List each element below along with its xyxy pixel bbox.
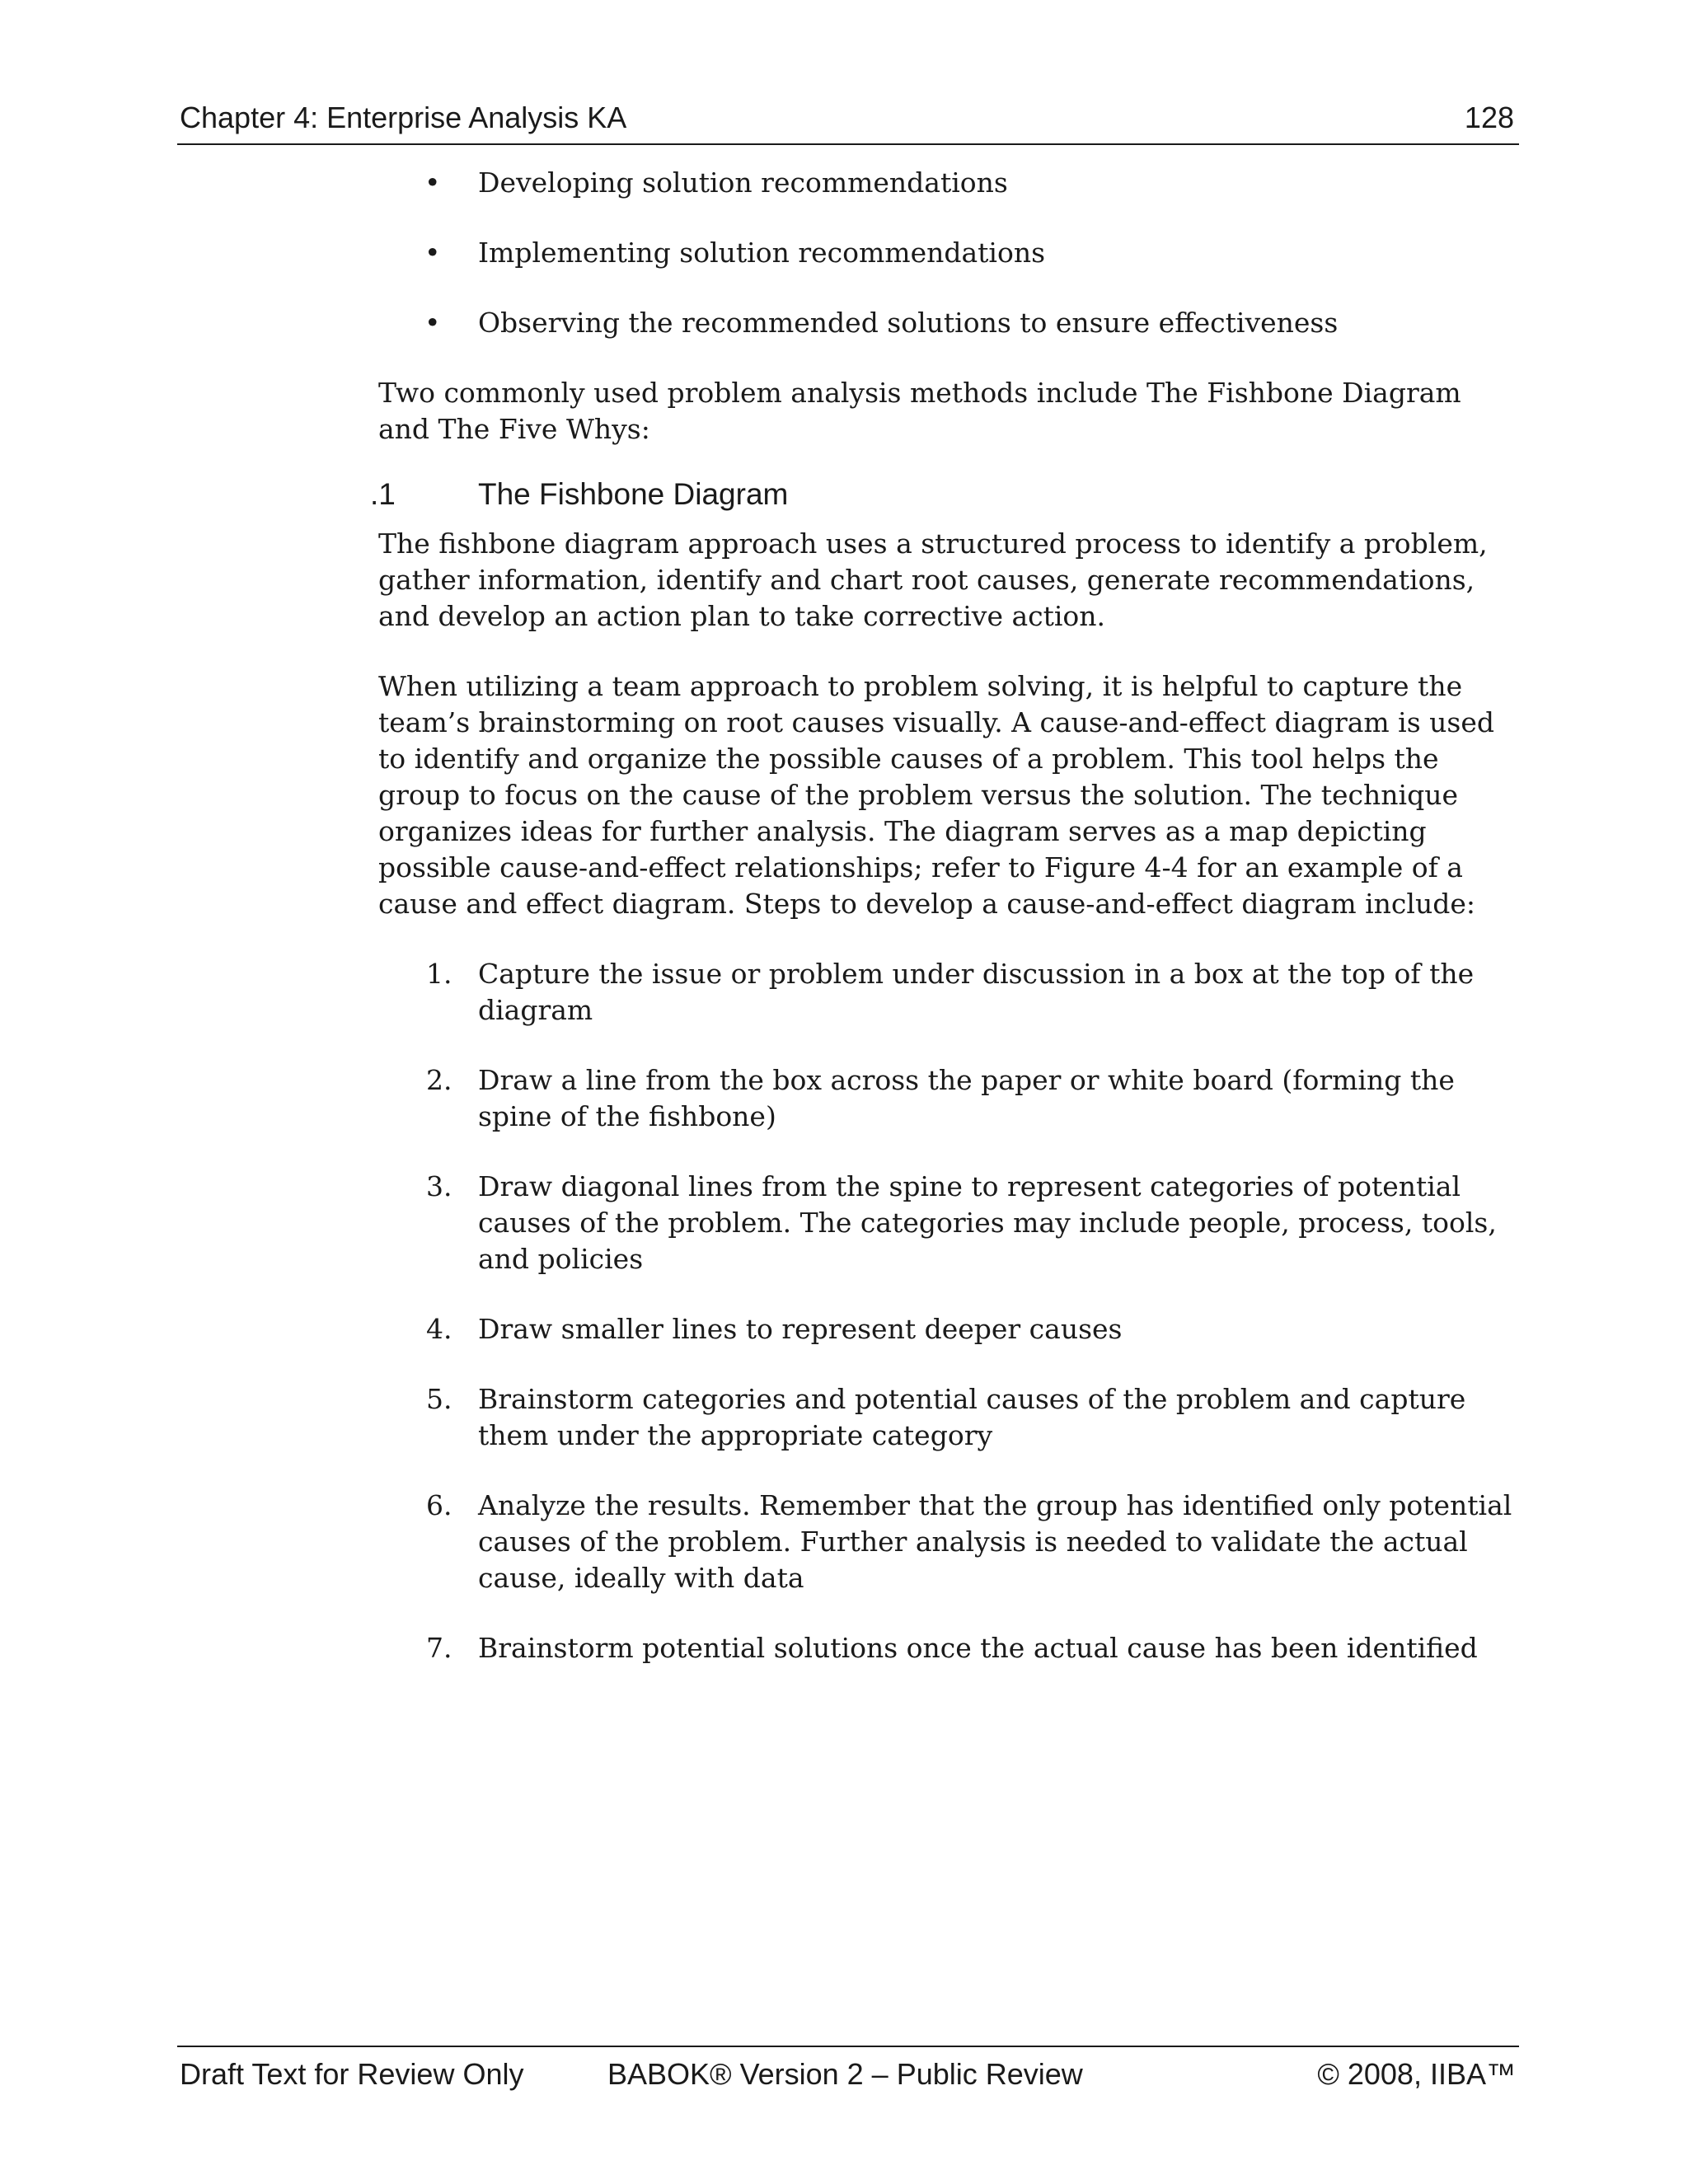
step-text: Draw a line from the box across the paper or white board (forming the spine of the fishbone) [478,1064,1455,1132]
section-number: .1 [370,477,396,511]
list-item [378,1311,1516,1347]
section-heading [370,476,1516,523]
list-item-text: Developing solution recommendations [478,166,1008,199]
footer-copyright: © 2008, IIBA™ [1317,2057,1516,2091]
body-paragraph: When utilizing a team approach to problem solving, it is helpful to capture the team’s brainstorming on root causes visually. A cause-and-effect diagram is used to identify and organize the possible causes of a problem. This tool helps the group to focus on the cause of the problem versus the solution. The technique organizes ideas for further analysis. The diagram serves as a map depicting possible cause-and-effect relationships; refer to Figure 4-4 for an example of a cause and effect diagram. Steps to develop a cause-and-effect diagram include: [378,670,1494,920]
list-item [378,1169,1516,1277]
footer-version: BABOK® Version 2 – Public Review [607,2057,1083,2091]
step-text: Capture the issue or problem under discussion in a box at the top of the diagram [478,958,1475,1026]
list-item [378,1488,1516,1596]
section-title: The Fishbone Diagram [478,477,789,511]
step-text: Draw smaller lines to represent deeper causes [478,1313,1123,1345]
step-number: 1. [426,958,452,990]
list-item-text: Observing the recommended solutions to ensure effectiveness [478,307,1339,339]
steps-list [378,956,1516,1666]
page-body [370,165,1516,1700]
bullet-list [378,165,1516,341]
step-text: Draw diagonal lines from the spine to represent categories of potential causes of the problem. The categories may include people, process, tools, and policies [478,1170,1497,1275]
list-item [378,1630,1516,1666]
step-number: 3. [426,1170,452,1202]
page-number: 128 [1464,101,1514,134]
step-text: Brainstorm potential solutions once the actual cause has been identified [478,1632,1478,1664]
intro-paragraph: Two commonly used problem analysis methods include The Fishbone Diagram and The Five Whys: [378,377,1461,445]
bullet-icon: • [424,166,441,199]
step-text: Brainstorm categories and potential causes of the problem and capture them under the appropriate category [478,1383,1466,1451]
body-paragraph: The fishbone diagram approach uses a structured process to identify a problem, gather information, identify and chart root causes, generate recommendations, and develop an action plan to take corrective action. [378,527,1488,632]
step-number: 5. [426,1383,452,1415]
list-item [378,1381,1516,1454]
page-footer [177,2046,1519,2105]
footer-draft-note: Draft Text for Review Only [180,2057,524,2091]
bullet-icon: • [424,237,441,269]
bullet-icon: • [424,307,441,339]
list-item [378,305,1516,341]
list-item-text: Implementing solution recommendations [478,237,1046,269]
chapter-title: Chapter 4: Enterprise Analysis KA [180,101,627,134]
page-header [177,97,1519,145]
step-number: 4. [426,1313,452,1345]
list-item [378,235,1516,271]
step-number: 2. [426,1064,452,1096]
step-number: 7. [426,1632,452,1664]
step-number: 6. [426,1489,452,1521]
list-item [378,165,1516,201]
list-item [378,1062,1516,1135]
list-item [378,956,1516,1029]
step-text: Analyze the results. Remember that the group has identified only potential causes of the problem. Further analysis is needed to validate the actual cause, ideally with data [478,1489,1512,1594]
